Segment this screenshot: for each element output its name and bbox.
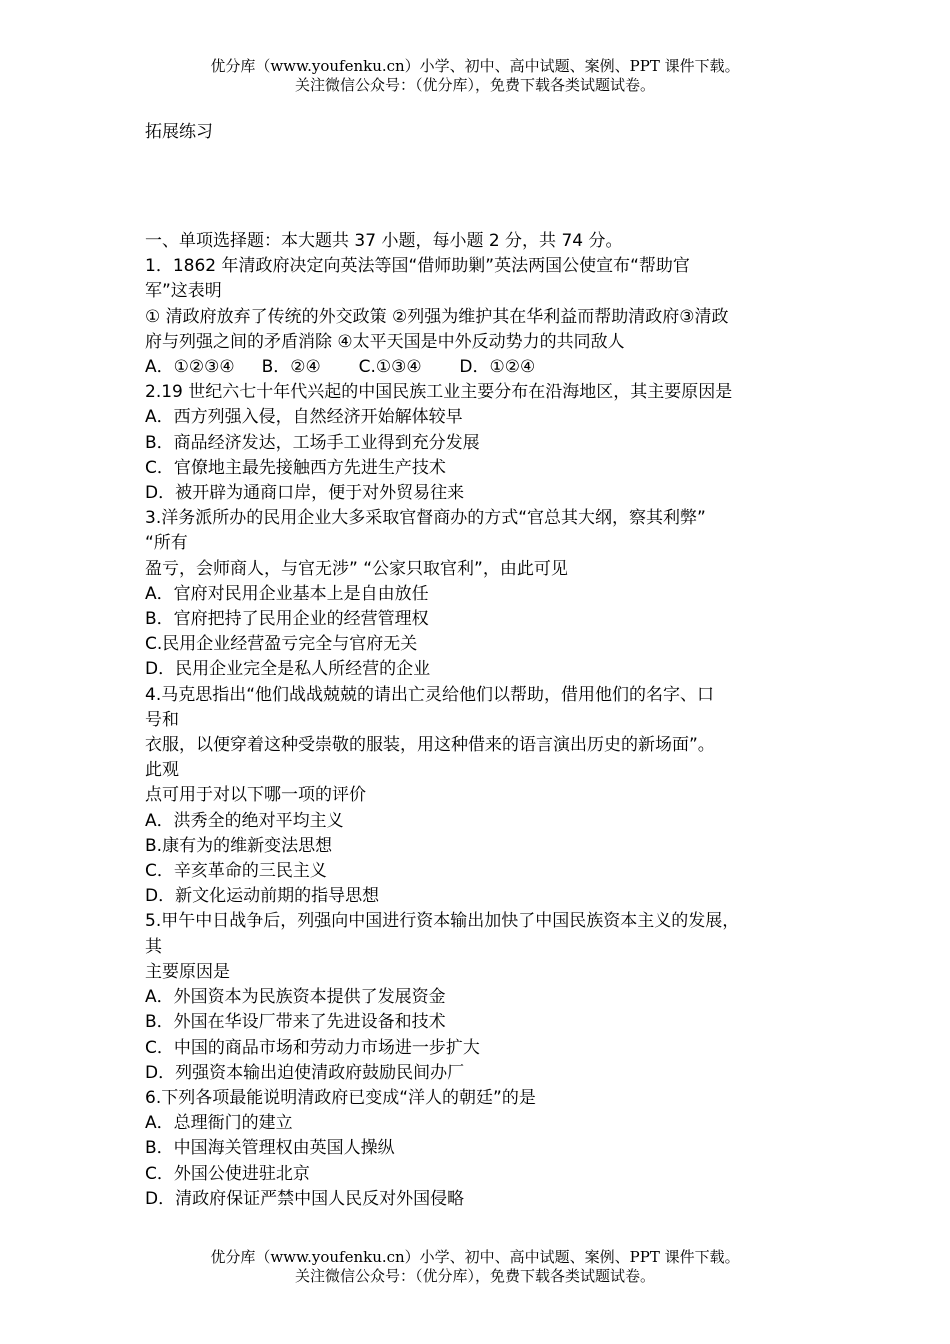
header-line-1: 优分库（www.youfenku.cn）小学、初中、高中试题、案例、PPT 课件下载。 bbox=[210, 57, 740, 75]
question-line: B．中国海关管理权由英国人操纵 bbox=[145, 1138, 395, 1159]
question-line: D．新文化运动前期的指导思想 bbox=[145, 886, 380, 907]
question-line: D．民用企业完全是私人所经营的企业 bbox=[145, 659, 431, 680]
footer-line-1: 优分库（www.youfenku.cn）小学、初中、高中试题、案例、PPT 课件下载。 bbox=[210, 1248, 740, 1266]
question-line: B．官府把持了民用企业的经营管理权 bbox=[145, 609, 429, 630]
question-line: B.康有为的维新变法思想 bbox=[145, 835, 333, 856]
question-line: 6.下列各项最能说明清政府已变成“洋人的朝廷”的是 bbox=[145, 1087, 536, 1108]
question-line: A．洪秀全的绝对平均主义 bbox=[145, 810, 344, 831]
question-line: A．外国资本为民族资本提供了发展资金 bbox=[145, 987, 446, 1008]
question-line: 军”这表明 bbox=[145, 281, 222, 302]
question-line: A．西方列强入侵，自然经济开始解体较早 bbox=[145, 407, 463, 428]
question-line: 盈亏，会师商人，与官无涉” “公家只取官利”，由此可见 bbox=[145, 558, 568, 579]
question-line: C．中国的商品市场和劳动力市场进一步扩大 bbox=[145, 1037, 480, 1058]
question-lines bbox=[145, 254, 815, 1212]
question-line: 此观 bbox=[145, 760, 179, 781]
page-header bbox=[0, 57, 950, 95]
footer-line-2: 关注微信公众号：（优分库），免费下载各类试题试卷。 bbox=[294, 1267, 655, 1285]
header-line-2: 关注微信公众号：（优分库），免费下载各类试题试卷。 bbox=[294, 76, 655, 94]
question-line: D．列强资本输出迫使清政府鼓励民间办厂 bbox=[145, 1062, 465, 1083]
question-line: C.民用企业经营盈亏完全与官府无关 bbox=[145, 634, 418, 655]
question-line: D．清政府保证严禁中国人民反对外国侵略 bbox=[145, 1188, 465, 1209]
question-line: 1．1862 年清政府决定向英法等国“借师助剿”英法两国公使宣布“帮助官 bbox=[145, 256, 690, 277]
question-line: 衣服，以便穿着这种受崇敬的服装，用这种借来的语言演出历史的新场面”。 bbox=[145, 735, 715, 756]
exam-body bbox=[145, 229, 815, 1212]
question-line: “所有 bbox=[145, 533, 188, 554]
question-line: A．总理衙门的建立 bbox=[145, 1113, 293, 1134]
question-line: C．官僚地主最先接触西方先进生产技术 bbox=[145, 457, 446, 478]
question-line: 其 bbox=[145, 936, 162, 957]
question-line: C．辛亥革命的三民主义 bbox=[145, 861, 327, 882]
question-line: 主要原因是 bbox=[145, 961, 230, 982]
question-line: B．商品经济发达，工场手工业得到充分发展 bbox=[145, 432, 480, 453]
section-heading: 一、单项选择题：本大题共 37 小题，每小题 2 分，共 74 分。 bbox=[145, 231, 623, 251]
question-line: 府与列强之间的矛盾消除 ④太平天国是中外反动势力的共同敌人 bbox=[145, 331, 625, 352]
question-line: 号和 bbox=[145, 709, 179, 730]
question-line: B．外国在华设厂带来了先进设备和技术 bbox=[145, 1012, 446, 1033]
question-line: A．①②③④ B．②④ C.①③④ D．①②④ bbox=[145, 357, 536, 378]
question-line: 3.洋务派所办的民用企业大多采取官督商办的方式“官总其大纲，察其利弊” bbox=[145, 508, 706, 529]
question-line: 点可用于对以下哪一项的评价 bbox=[145, 785, 366, 806]
question-line: D．被开辟为通商口岸，便于对外贸易往来 bbox=[145, 483, 465, 504]
question-line: A．官府对民用企业基本上是自由放任 bbox=[145, 583, 429, 604]
question-line: 5.甲午中日战争后，列强向中国进行资本输出加快了中国民族资本主义的发展， bbox=[145, 911, 740, 932]
page-footer bbox=[0, 1248, 950, 1286]
question-line: 4.马克思指出“他们战战兢兢的请出亡灵给他们以帮助，借用他们的名字、口 bbox=[145, 684, 715, 705]
question-line: C．外国公使进驻北京 bbox=[145, 1163, 310, 1184]
question-line: ① 清政府放弃了传统的外交政策 ②列强为维护其在华利益而帮助清政府③清政 bbox=[145, 306, 729, 327]
page-title: 拓展练习 bbox=[145, 122, 213, 142]
question-line: 2.19 世纪六七十年代兴起的中国民族工业主要分布在沿海地区，其主要原因是 bbox=[145, 382, 733, 403]
